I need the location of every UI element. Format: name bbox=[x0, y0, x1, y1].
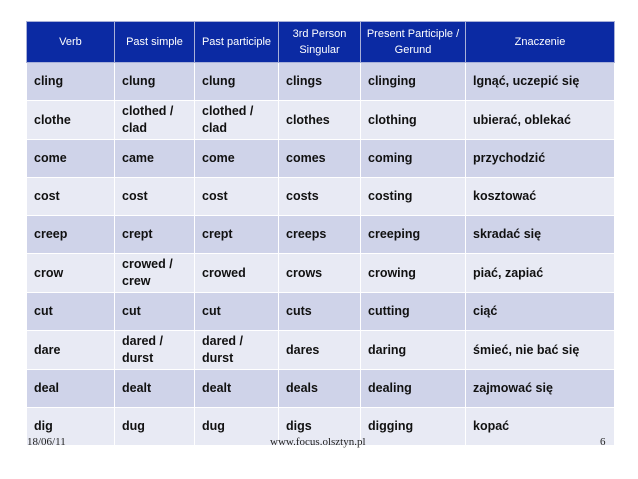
footer-date: 18/06/11 bbox=[27, 436, 66, 448]
third-person-cell: crows bbox=[279, 254, 361, 293]
present-participle-cell: creeping bbox=[361, 216, 466, 254]
meaning-cell: piać, zapiać bbox=[466, 254, 615, 293]
past-participle-cell: come bbox=[195, 140, 279, 178]
third-person-cell: creeps bbox=[279, 216, 361, 254]
present-participle-cell: costing bbox=[361, 178, 466, 216]
table-row bbox=[27, 331, 615, 370]
verb-cell: cling bbox=[27, 63, 115, 101]
present-participle-cell: clothing bbox=[361, 101, 466, 140]
header-past-participle: Past participle bbox=[195, 22, 279, 63]
table-row bbox=[27, 63, 615, 101]
verb-cell: come bbox=[27, 140, 115, 178]
past-participle-cell: clung bbox=[195, 63, 279, 101]
meaning-cell: skradać się bbox=[466, 216, 615, 254]
present-participle-cell: dealing bbox=[361, 370, 466, 408]
past-participle-cell: crowed bbox=[195, 254, 279, 293]
past-simple-cell: clung bbox=[115, 63, 195, 101]
past-simple-cell: crept bbox=[115, 216, 195, 254]
third-person-cell: clothes bbox=[279, 101, 361, 140]
third-person-cell: comes bbox=[279, 140, 361, 178]
verb-cell: dig bbox=[27, 408, 115, 446]
table-row bbox=[27, 370, 615, 408]
present-participle-cell: coming bbox=[361, 140, 466, 178]
meaning-cell: ciąć bbox=[466, 293, 615, 331]
present-participle-cell: digging bbox=[361, 408, 466, 446]
past-simple-cell: dealt bbox=[115, 370, 195, 408]
header-third-person: 3rd Person Singular bbox=[279, 22, 361, 63]
verb-cell: creep bbox=[27, 216, 115, 254]
third-person-cell: digs bbox=[279, 408, 361, 446]
table-row bbox=[27, 254, 615, 293]
meaning-cell: lgnąć, uczepić się bbox=[466, 63, 615, 101]
header-past-simple: Past simple bbox=[115, 22, 195, 63]
header-verb: Verb bbox=[27, 22, 115, 63]
past-participle-cell: cut bbox=[195, 293, 279, 331]
footer-page-number: 6 bbox=[600, 436, 606, 448]
third-person-cell: clings bbox=[279, 63, 361, 101]
table-row bbox=[27, 293, 615, 331]
table-header-row bbox=[27, 22, 615, 63]
present-participle-cell: crowing bbox=[361, 254, 466, 293]
past-simple-cell: dug bbox=[115, 408, 195, 446]
meaning-cell: zajmować się bbox=[466, 370, 615, 408]
meaning-cell: ubierać, oblekać bbox=[466, 101, 615, 140]
third-person-cell: costs bbox=[279, 178, 361, 216]
present-participle-cell: cutting bbox=[361, 293, 466, 331]
verb-cell: clothe bbox=[27, 101, 115, 140]
third-person-cell: cuts bbox=[279, 293, 361, 331]
past-simple-cell: crowed / crew bbox=[115, 254, 195, 293]
verb-cell: cost bbox=[27, 178, 115, 216]
past-simple-cell: cost bbox=[115, 178, 195, 216]
past-participle-cell: dealt bbox=[195, 370, 279, 408]
verb-cell: dare bbox=[27, 331, 115, 370]
past-simple-cell: cut bbox=[115, 293, 195, 331]
past-simple-cell: clothed / clad bbox=[115, 101, 195, 140]
past-participle-cell: clothed / clad bbox=[195, 101, 279, 140]
past-participle-cell: dug bbox=[195, 408, 279, 446]
table-row bbox=[27, 101, 615, 140]
verb-cell: crow bbox=[27, 254, 115, 293]
third-person-cell: dares bbox=[279, 331, 361, 370]
meaning-cell: przychodzić bbox=[466, 140, 615, 178]
present-participle-cell: daring bbox=[361, 331, 466, 370]
third-person-cell: deals bbox=[279, 370, 361, 408]
past-simple-cell: dared / durst bbox=[115, 331, 195, 370]
present-participle-cell: clinging bbox=[361, 63, 466, 101]
meaning-cell: kosztować bbox=[466, 178, 615, 216]
table-row bbox=[27, 178, 615, 216]
meaning-cell: kopać bbox=[466, 408, 615, 446]
footer-url: www.focus.olsztyn.pl bbox=[270, 436, 366, 448]
verb-cell: deal bbox=[27, 370, 115, 408]
past-simple-cell: came bbox=[115, 140, 195, 178]
verb-cell: cut bbox=[27, 293, 115, 331]
header-meaning: Znaczenie bbox=[466, 22, 615, 63]
header-present-participle: Present Participle / Gerund bbox=[361, 22, 466, 63]
past-participle-cell: crept bbox=[195, 216, 279, 254]
past-participle-cell: dared / durst bbox=[195, 331, 279, 370]
past-participle-cell: cost bbox=[195, 178, 279, 216]
table-row bbox=[27, 216, 615, 254]
verb-table bbox=[26, 21, 615, 446]
table-row bbox=[27, 140, 615, 178]
meaning-cell: śmieć, nie bać się bbox=[466, 331, 615, 370]
